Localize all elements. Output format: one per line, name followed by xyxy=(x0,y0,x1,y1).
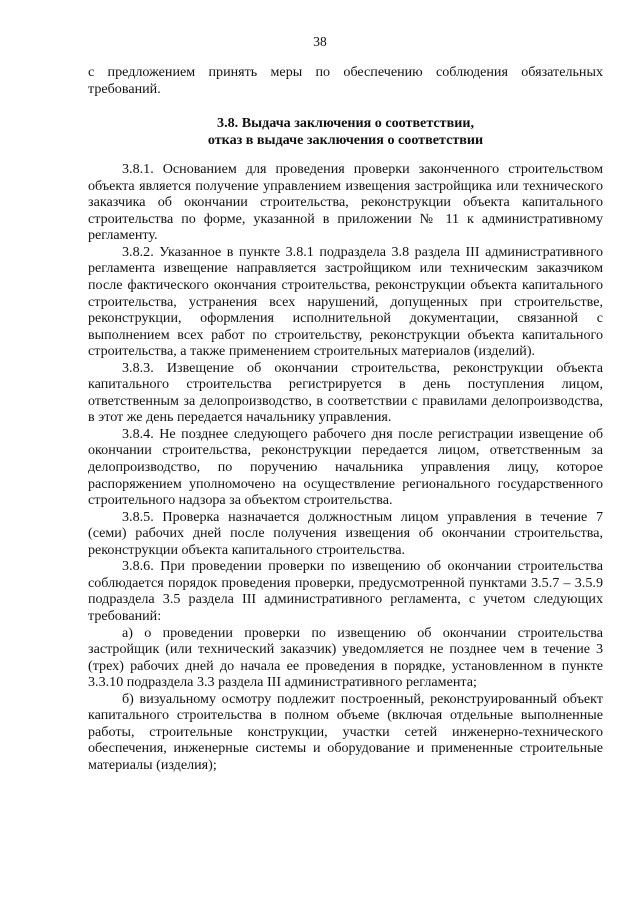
section-heading-line-2: отказ в выдаче заключения о соответствии xyxy=(207,131,484,148)
paragraph-3-8-1: 3.8.1. Основанием для проведения проверки законченного строительством объекта является получение управлением извещения застройщика или технического заказчика об окончании строительства, реконструкции объекта капитального строительства по форме, указанной в приложении № 11 к административному регламенту. xyxy=(88,161,603,244)
intro-paragraph: с предложением принять меры по обеспечению соблюдения обязательных требований. xyxy=(88,64,603,97)
page-number: 38 xyxy=(313,34,327,49)
paragraph-3-8-3: 3.8.3. Извещение об окончании строительства, реконструкции объекта капитального строительства регистрируется в день поступления лицом, ответственным за делопроизводство, в соответствии с правилами делопроизводства, в этот же день передается начальнику управления. xyxy=(88,359,603,426)
paragraph-3-8-5: 3.8.5. Проверка назначается должностным лицом управления в течение 7 (семи) рабочих дней после получения извещения об окончании строительства, реконструкции объекта капитального строительства. xyxy=(88,508,603,558)
paragraph-3-8-4: 3.8.4. Не позднее следующего рабочего дня после регистрации извещение об окончании строительства, реконструкции передается лицом, ответственным за делопроизводство, по поручению начальника управления лицу, которое распоряжением уполномочено на осуществление регионального государственного строительного надзора за объектом строительства. xyxy=(88,425,603,509)
section-heading xyxy=(88,115,603,148)
paragraph-3-8-6: 3.8.6. При проведении проверки по извещению об окончании строительства соблюдается порядок проведения проверки, предусмотренной пунктами 3.5.7 – 3.5.9 подраздела 3.5 раздела III административного регламента, с учетом следующих требований: xyxy=(88,558,603,624)
paragraph-item-a: а) о проведении проверки по извещению об окончании строительства застройщик (или технический заказчик) уведомляется не позднее чем в течение 3 (трех) рабочих дней до начала ее проведения в порядке, установленном в пункте 3.3.10 подраздела 3.3 раздела III административного регламента; xyxy=(88,624,603,691)
document-body xyxy=(88,64,603,773)
paragraph-item-b: б) визуальному осмотру подлежит построенный, реконструированный объект капитального строительства в полном объеме (включая отдельные выполненные работы, строительные конструкции, участки сетей инженерно-технического обеспечения, инженерные системы и оборудование и примененные строительные материалы (изделия); xyxy=(88,690,603,773)
section-heading-line-1: 3.8. Выдача заключения о соответствии, xyxy=(217,115,474,132)
paragraph-3-8-2: 3.8.2. Указанное в пункте 3.8.1 подраздела 3.8 раздела III административного регламента извещение направляется застройщиком или техническим заказчиком после фактического окончания строительства, реконструкции объекта капитального строительства, устранения всех нарушений, допущенных при строительстве, реконструкции, оформления исполнительной документации, связанной с выполнением всех работ по строительству, реконструкции объекта капитального строительства, а также применением строительных материалов (изделий). xyxy=(88,243,603,360)
